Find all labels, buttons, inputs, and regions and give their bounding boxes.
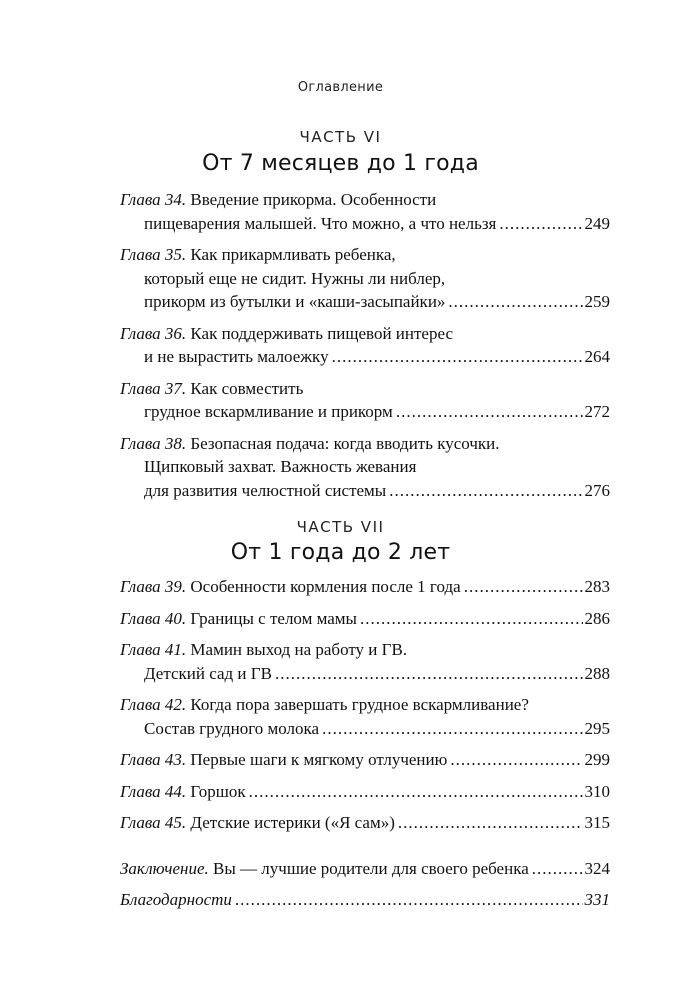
leader-dots	[235, 888, 583, 912]
acknowledgements-label: Благодарности	[120, 890, 232, 909]
entry-text: Безопасная подача: когда вводить кусочки.	[190, 433, 500, 453]
chapter-label: Глава 35.	[120, 245, 187, 264]
toc-entry-36[interactable]	[120, 322, 610, 369]
part-vii-toc	[120, 575, 610, 912]
page-number: 264	[584, 347, 610, 366]
chapter-label: Глава 40.	[120, 608, 187, 628]
entry-text: Как поддерживать пищевой интерес	[190, 323, 453, 343]
entry-text: Как совместить	[190, 378, 304, 398]
entry-text: Горшок	[190, 781, 246, 801]
part-vi-title: От 7 месяцев до 1 года	[202, 151, 479, 176]
leader-dots	[448, 290, 582, 314]
leader-dots	[396, 400, 583, 424]
leader-dots	[322, 717, 582, 741]
entry-text: пищеварения малышей. Что можно, а что нельзя	[144, 213, 497, 233]
page-number: 286	[584, 608, 610, 628]
entry-text: для развития челюстной системы	[144, 480, 387, 500]
leader-dots	[398, 811, 583, 835]
entry-text: прикорм из бутылки и «каши-засыпайки»	[144, 292, 446, 311]
page-number: 295	[584, 718, 610, 738]
toc-entry-40[interactable]	[120, 607, 610, 631]
leader-dots	[464, 575, 583, 599]
page-number: 249	[584, 213, 610, 233]
part-vii-label: ЧАСТЬ VII	[296, 518, 385, 536]
page-number: 324	[584, 858, 610, 878]
page-number: 272	[584, 402, 610, 421]
chapter-label: Глава 45.	[120, 813, 187, 832]
entry-text: Детский сад и ГВ	[144, 663, 272, 683]
chapter-label: Глава 42.	[120, 695, 187, 714]
leader-dots	[275, 662, 583, 686]
entry-text: и не вырастить малоежку	[144, 347, 329, 366]
leader-dots	[360, 607, 583, 631]
leader-dots	[499, 212, 582, 236]
toc-entry-38[interactable]	[120, 432, 610, 503]
page-number: 288	[584, 663, 610, 683]
page-number: 331	[584, 890, 610, 909]
leader-dots	[389, 479, 582, 503]
leader-dots	[450, 748, 582, 772]
part-vi-toc	[120, 188, 610, 502]
toc-entry-41[interactable]	[120, 638, 610, 685]
entry-text: Особенности кормления после 1 года	[190, 577, 461, 596]
entry-text: грудное вскармливание и прикорм	[144, 402, 393, 421]
page-number: 315	[584, 813, 610, 832]
chapter-label: Глава 36.	[120, 323, 187, 343]
chapter-label: Глава 37.	[120, 378, 187, 398]
entry-text: Вы — лучшие родители для своего ребенка	[213, 858, 529, 878]
toc-entry-37[interactable]	[120, 377, 610, 424]
entry-text: Границы с телом мамы	[190, 608, 357, 628]
page-number: 310	[584, 781, 610, 801]
toc-entry-35[interactable]	[120, 243, 610, 314]
chapter-label: Глава 43.	[120, 750, 187, 769]
toc-entry-42[interactable]	[120, 693, 610, 740]
entry-text: Когда пора завершать грудное вскармливание?	[190, 695, 529, 714]
entry-text: который еще не сидит. Нужны ли ниблер,	[144, 268, 446, 288]
part-vi-label: ЧАСТЬ VI	[299, 128, 382, 146]
entry-text: Детские истерики («Я сам»)	[190, 813, 395, 832]
entry-text: Как прикармливать ребенка,	[190, 245, 396, 264]
leader-dots	[332, 345, 583, 369]
part-vii-title: От 1 года до 2 лет	[230, 540, 451, 565]
chapter-label: Глава 44.	[120, 781, 187, 801]
toc-entry-39[interactable]	[120, 575, 610, 599]
entry-text: Первые шаги к мягкому отлучению	[190, 750, 448, 769]
chapter-label: Глава 34.	[120, 190, 187, 209]
leader-dots	[532, 857, 583, 881]
entry-text: Щипковый захват. Важность жевания	[144, 457, 417, 476]
chapter-label: Глава 39.	[120, 577, 187, 596]
entry-text: Мамин выход на работу и ГВ.	[190, 640, 408, 659]
chapter-label: Глава 38.	[120, 433, 187, 453]
chapter-label: Глава 41.	[120, 640, 187, 659]
running-head: Оглавление	[297, 80, 384, 95]
page-number: 283	[584, 577, 610, 596]
page-number: 276	[584, 480, 610, 500]
toc-entry-acknowledgements[interactable]	[120, 888, 610, 912]
page-number: 299	[584, 750, 610, 769]
conclusion-label: Заключение.	[120, 858, 209, 878]
page-number: 259	[584, 292, 610, 311]
toc-entry-34[interactable]	[120, 188, 610, 235]
leader-dots	[249, 780, 583, 804]
toc-entry-43[interactable]	[120, 748, 610, 772]
entry-text: Введение прикорма. Особенности	[190, 190, 437, 209]
toc-entry-44[interactable]	[120, 780, 610, 804]
toc-entry-45[interactable]	[120, 811, 610, 835]
toc-entry-conclusion[interactable]	[120, 857, 610, 881]
entry-text: Состав грудного молока	[144, 718, 320, 738]
